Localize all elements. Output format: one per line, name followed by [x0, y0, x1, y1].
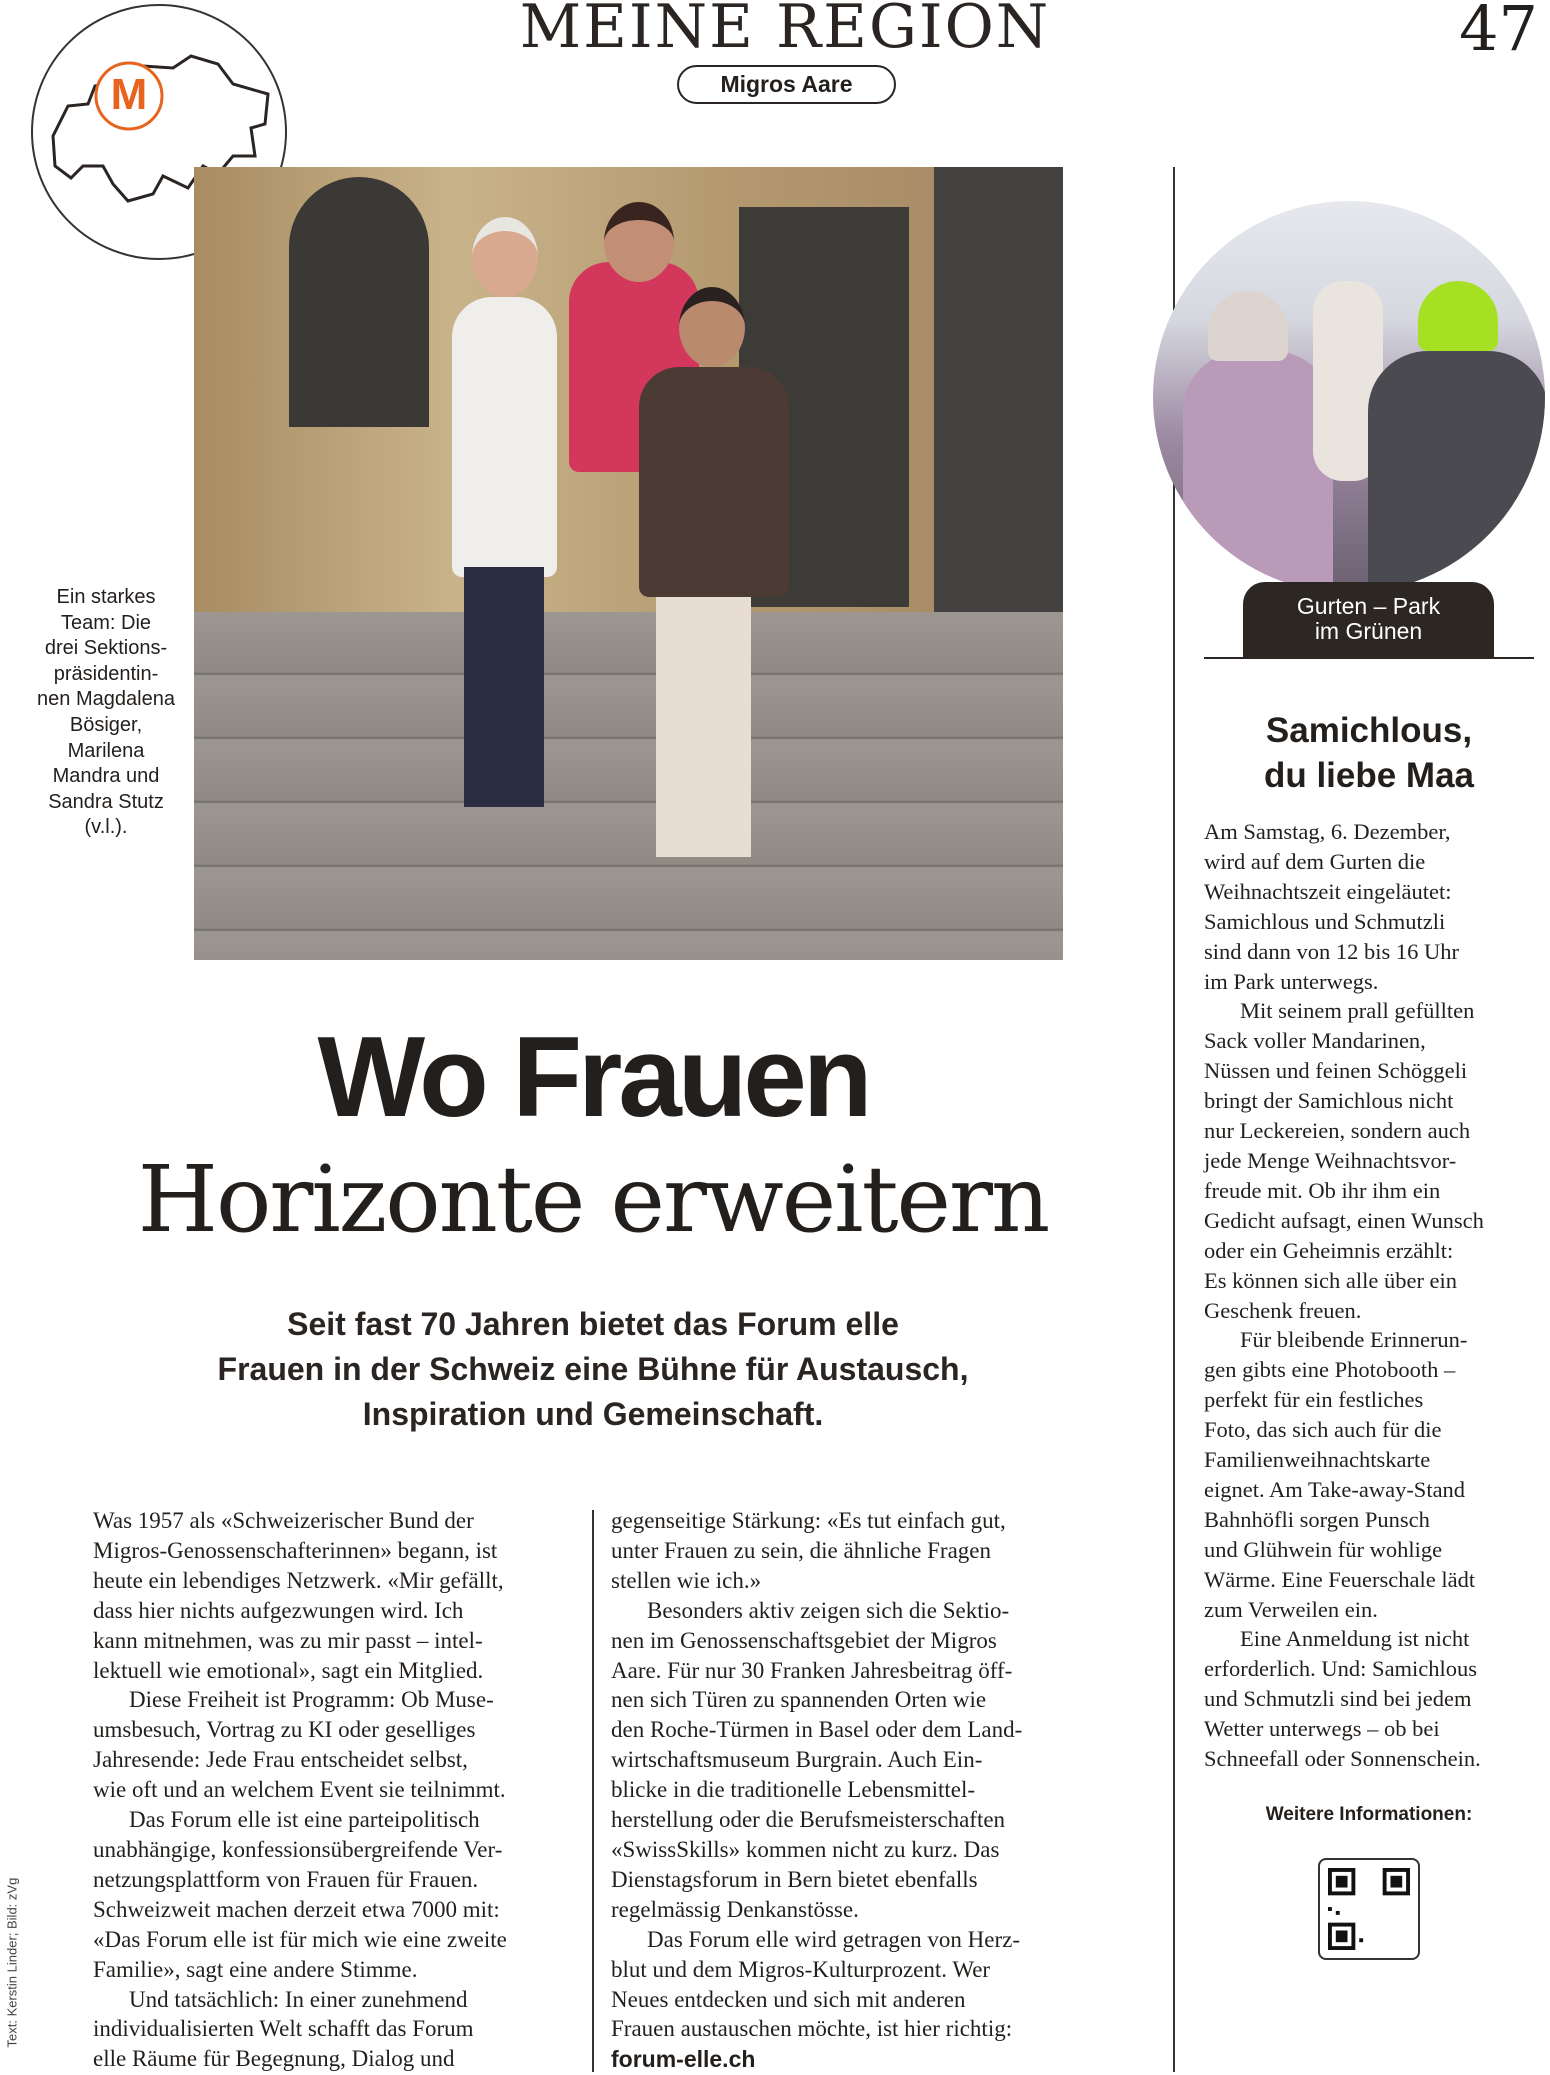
- title-line: du liebe Maa: [1263, 756, 1475, 795]
- text-line: Nüssen und feinen Schöggeli: [1204, 1058, 1468, 1084]
- caption-line: präsidentin-: [53, 662, 159, 685]
- text-line: umsbesuch, Vortrag zu KI oder geselliges: [93, 1717, 476, 1743]
- text-line: Gedicht aufsagt, einen Wunsch: [1204, 1207, 1484, 1233]
- text-line: wie oft und an welchem Event sie teilnimmt.: [93, 1777, 506, 1803]
- text-line: den Roche-Türmen in Basel oder dem Land-: [611, 1717, 1023, 1743]
- text-line: Bahnhöfli sorgen Punsch: [1204, 1506, 1430, 1532]
- text-line: Foto, das sich auch für die: [1204, 1417, 1442, 1443]
- text-line: Jahresende: Jede Frau entscheidet selbst,: [93, 1747, 468, 1773]
- lead-line: Frauen in der Schweiz eine Bühne für Austausch,: [217, 1351, 969, 1387]
- caption-line: nen Magdalena: [37, 688, 175, 711]
- text-line: perfekt für ein festliches: [1204, 1387, 1424, 1413]
- text-line: erforderlich. Und: Samichlous: [1204, 1656, 1478, 1682]
- text-line: und Schmutzli sind bei jedem: [1204, 1686, 1472, 1712]
- caption-line: drei Sektions-: [44, 637, 168, 660]
- section-kicker: MEINE REGION: [519, 0, 1051, 62]
- lead-line: Seit fast 70 Jahren bietet das Forum elle: [287, 1306, 899, 1342]
- caption-line: Bösiger,: [69, 713, 143, 736]
- text-line: kann mitnehmen, was zu mir passt – intel-: [93, 1627, 483, 1653]
- text-line: gegenseitige Stärkung: «Es tut einfach gut,: [611, 1508, 1006, 1533]
- caption-line: Ein starkes: [56, 586, 156, 608]
- caption-line: (v.l.).: [84, 816, 128, 839]
- page-number: 47: [1459, 0, 1538, 65]
- text-line: wirtschaftsmuseum Burgrain. Auch Ein-: [611, 1747, 983, 1773]
- headline-secondary: Horizonte erweitern: [137, 1146, 1049, 1253]
- text-line: Am Samstag, 6. Dezember,: [1204, 819, 1451, 844]
- text-line: blut und dem Migros-Kulturprozent. Wer: [611, 1956, 991, 1982]
- sidebar-body: [1204, 817, 1544, 1774]
- samichlous-photo: [1153, 201, 1545, 593]
- text-line: unabhängige, konfessionsübergreifende Ver-: [93, 1836, 503, 1862]
- sidebar-title: [1190, 708, 1548, 798]
- caption-line: Sandra Stutz: [48, 790, 164, 813]
- divider: [1204, 657, 1534, 659]
- text-line: Es können sich alle über ein: [1204, 1267, 1458, 1293]
- photo-label: [1243, 582, 1494, 657]
- text-line: heute ein lebendiges Netzwerk. «Mir gefällt,: [93, 1567, 504, 1593]
- text-line: Eine Anmeldung ist nicht: [1240, 1626, 1470, 1652]
- text-line: Neues entdecken und sich mit anderen: [611, 1986, 966, 2012]
- photo-credit: Text: Kerstin Linder; Bild: zVg: [4, 1877, 20, 2048]
- text-line: Sack voller Mandarinen,: [1204, 1028, 1426, 1054]
- text-line: nen im Genossenschaftsgebiet der Migros: [611, 1627, 997, 1653]
- text-line: Das Forum elle wird getragen von Herz-: [647, 1926, 1020, 1952]
- text-line: blicke in die traditionelle Lebensmittel-: [611, 1777, 976, 1803]
- text-line: Und tatsächlich: In einer zunehmend: [129, 1986, 468, 2012]
- text-line: gen gibts eine Photobooth –: [1204, 1357, 1456, 1383]
- text-line: Mit seinem prall gefüllten: [1240, 998, 1475, 1024]
- text-line: Für bleibende Erinnerun-: [1240, 1327, 1468, 1353]
- text-line: Aare. Für nur 30 Franken Jahresbeitrag öff-: [611, 1657, 1013, 1683]
- caption-line: Team: Die: [60, 611, 152, 634]
- text-line: Migros-Genossenschafterinnen» begann, ist: [93, 1537, 498, 1563]
- photo-label-line: Gurten – Park: [1296, 593, 1441, 619]
- text-line: Dienstagsforum in Bern bietet ebenfalls: [611, 1866, 978, 1892]
- text-line: regelmässig Denkanstösse.: [611, 1896, 859, 1922]
- forum-elle-link[interactable]: forum-elle.ch: [611, 2046, 756, 2072]
- caption-line: Marilena: [67, 739, 145, 762]
- text-line: Was 1957 als «Schweizerischer Bund der: [93, 1508, 474, 1533]
- title-line: Samichlous,: [1265, 711, 1473, 750]
- qr-code[interactable]: [1318, 1858, 1420, 1960]
- text-line: Weihnachtszeit eingeläutet:: [1204, 878, 1452, 904]
- text-line: Samichlous und Schmutzli: [1204, 908, 1446, 934]
- text-line: elle Räume für Begegnung, Dialog und: [93, 2046, 455, 2072]
- text-line: lektuell wie emotional», sagt ein Mitglied.: [93, 1657, 484, 1683]
- text-line: netzungsplattform von Frauen für Frauen.: [93, 1866, 479, 1892]
- text-line: Geschenk freuen.: [1204, 1297, 1362, 1323]
- text-line: wird auf dem Gurten die: [1204, 848, 1426, 874]
- text-line: sind dann von 12 bis 16 Uhr: [1204, 938, 1459, 964]
- caption-line: Mandra und: [52, 765, 160, 788]
- text-line: Das Forum elle ist eine parteipolitisch: [129, 1807, 480, 1833]
- headline: Wo Frauen: [317, 1014, 869, 1141]
- text-line: im Park unterwegs.: [1204, 968, 1379, 994]
- photo-label-line: im Grünen: [1314, 618, 1423, 644]
- text-line: Wärme. Eine Feuerschale lädt: [1204, 1566, 1476, 1592]
- lead-text: [150, 1302, 1036, 1437]
- qr-code-icon: [1328, 1868, 1410, 1950]
- text-line: unter Frauen zu sein, die ähnliche Fragen: [611, 1537, 992, 1563]
- text-line: individualisierten Welt schafft das Forum: [93, 2016, 474, 2042]
- text-line: bringt der Samichlous nicht: [1204, 1088, 1454, 1114]
- text-line: nen sich Türen zu spannenden Orten wie: [611, 1687, 987, 1713]
- text-line: Frauen austauschen möchte, ist hier richtig:: [611, 2016, 1013, 2042]
- more-info-label: Weitere Informationen:: [1265, 1804, 1473, 1825]
- text-line: Familie», sagt eine andere Stimme.: [93, 1956, 418, 1982]
- text-line: freude mit. Ob ihr ihm ein: [1204, 1177, 1441, 1203]
- article-column-1: [93, 1506, 583, 2074]
- text-line: herstellung oder die Berufsmeisterschaften: [611, 1807, 1006, 1833]
- text-line: zum Verweilen ein.: [1204, 1596, 1378, 1622]
- text-line: Wetter unterwegs – ob bei: [1204, 1716, 1440, 1742]
- text-line: Familienweihnachtskarte: [1204, 1447, 1431, 1473]
- migros-m-logo: M: [110, 70, 148, 119]
- article-column-2: [611, 1506, 1091, 2044]
- text-line: nur Leckereien, sondern auch: [1204, 1118, 1471, 1144]
- text-line: Besonders aktiv zeigen sich die Sektio-: [647, 1597, 1010, 1623]
- region-badge: Migros Aare: [677, 65, 896, 104]
- text-line: und Glühwein für wohlige: [1204, 1536, 1443, 1562]
- text-line: eignet. Am Take-away-Stand: [1204, 1476, 1466, 1502]
- text-line: «Das Forum elle ist für mich wie eine zweite: [93, 1926, 507, 1952]
- text-line: stellen wie ich.»: [611, 1567, 762, 1593]
- text-line: «SwissSkills» kommen nicht zu kurz. Das: [611, 1836, 1000, 1862]
- text-line: dass hier nichts aufgezwungen wird. Ich: [93, 1597, 464, 1623]
- text-line: Schweizweit machen derzeit etwa 7000 mit:: [93, 1896, 500, 1922]
- article-photo: [194, 167, 1063, 960]
- lead-line: Inspiration und Gemeinschaft.: [362, 1396, 824, 1432]
- text-line: Schneefall oder Sonnenschein.: [1204, 1746, 1481, 1772]
- column-divider: [592, 1510, 594, 2072]
- text-line: Diese Freiheit ist Programm: Ob Muse-: [129, 1687, 494, 1713]
- photo-caption: [24, 585, 188, 841]
- text-line: jede Menge Weihnachtsvor-: [1204, 1147, 1457, 1173]
- text-line: oder ein Geheimnis erzählt:: [1204, 1237, 1454, 1263]
